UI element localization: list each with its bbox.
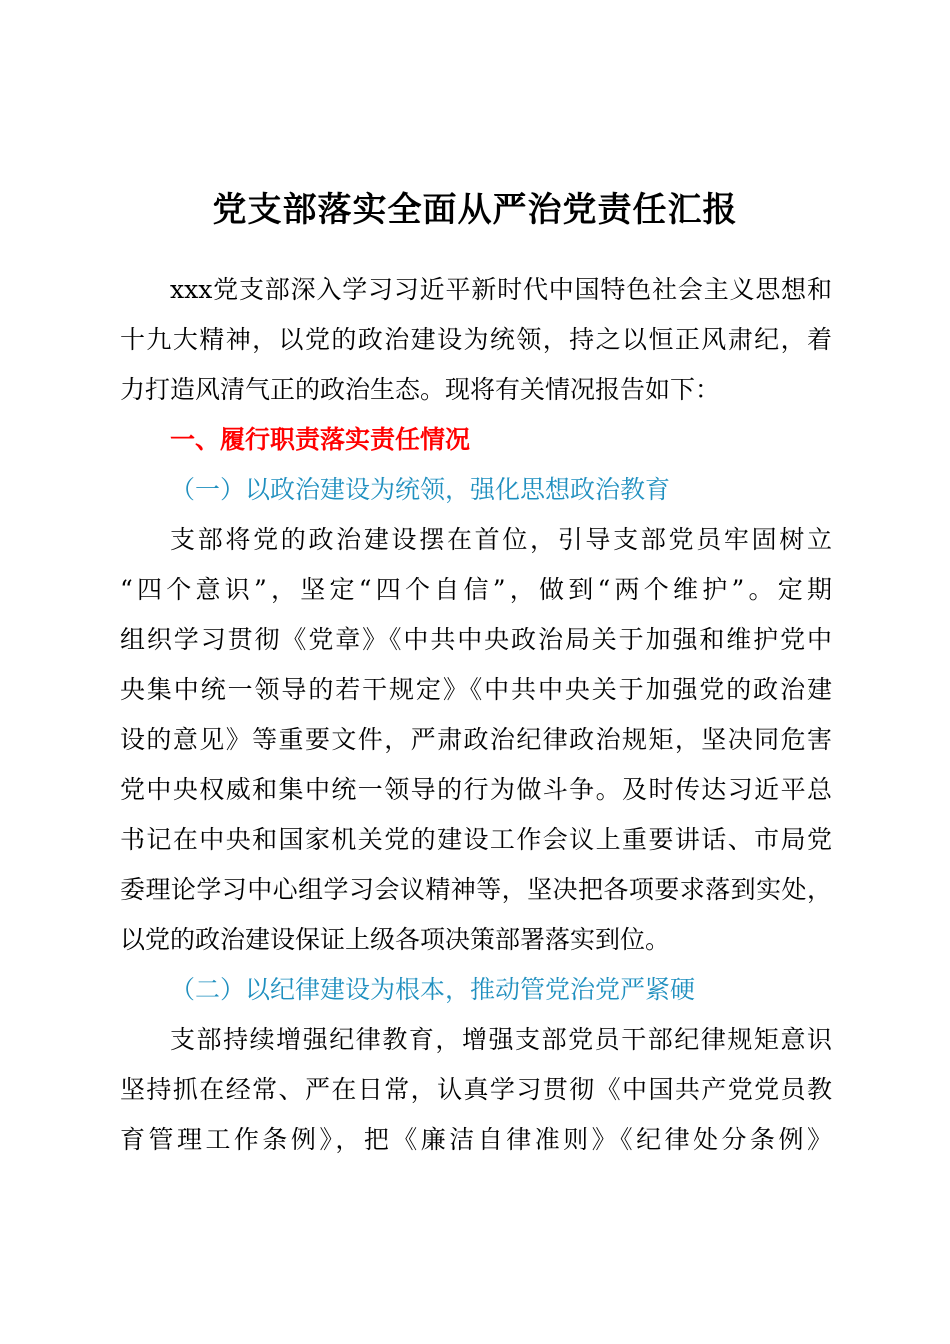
paragraph-line: 设的意见》等重要文件，严肃政治纪律政治规矩，坚决同危害	[120, 725, 832, 754]
document-title: 党支部落实全面从严治党责任汇报	[212, 190, 738, 230]
paragraph-line: 育管理工作条例》，把《廉洁自律准则》《纪律处分条例》	[120, 1125, 832, 1154]
paragraph-line: 坚持抓在经常、严在日常，认真学习贯彻《中国共产党党员教	[120, 1075, 832, 1104]
paragraph-line: 以党的政治建设保证上级各项决策部署落实到位。	[120, 925, 671, 954]
paragraph-line: 书记在中央和国家机关党的建设工作会议上重要讲话、市局党	[120, 825, 832, 854]
intro-line: xxx党支部深入学习习近平新时代中国特色社会主义思想和	[170, 275, 832, 304]
paragraph-line: 党中央权威和集中统一领导的行为做斗争。及时传达习近平总	[120, 775, 832, 804]
paragraph-line: 支部持续增强纪律教育，增强支部党员干部纪律规矩意识	[170, 1025, 832, 1054]
paragraph-line: 支部将党的政治建设摆在首位，引导支部党员牢固树立	[170, 525, 832, 554]
subsection-heading: （一）以政治建设为统领，强化思想政治教育	[170, 475, 671, 504]
paragraph-line: 委理论学习中心组学习会议精神等，坚决把各项要求落到实处，	[120, 875, 832, 904]
paragraph-line: 组织学习贯彻《党章》《中共中央政治局关于加强和维护党中	[120, 625, 832, 654]
paragraph-line: “四个意识”，坚定“四个自信”，做到“两个维护”。定期	[120, 575, 832, 604]
paragraph-line: 央集中统一领导的若干规定》《中共中央关于加强党的政治建	[120, 675, 832, 704]
subsection-heading: （二）以纪律建设为根本，推动管党治党严紧硬	[170, 975, 696, 1004]
section-heading: 一、履行职责落实责任情况	[170, 425, 471, 454]
intro-line: 力打造风清气正的政治生态。现将有关情况报告如下：	[120, 375, 721, 404]
intro-line: 十九大精神，以党的政治建设为统领，持之以恒正风肃纪，着	[120, 325, 832, 354]
